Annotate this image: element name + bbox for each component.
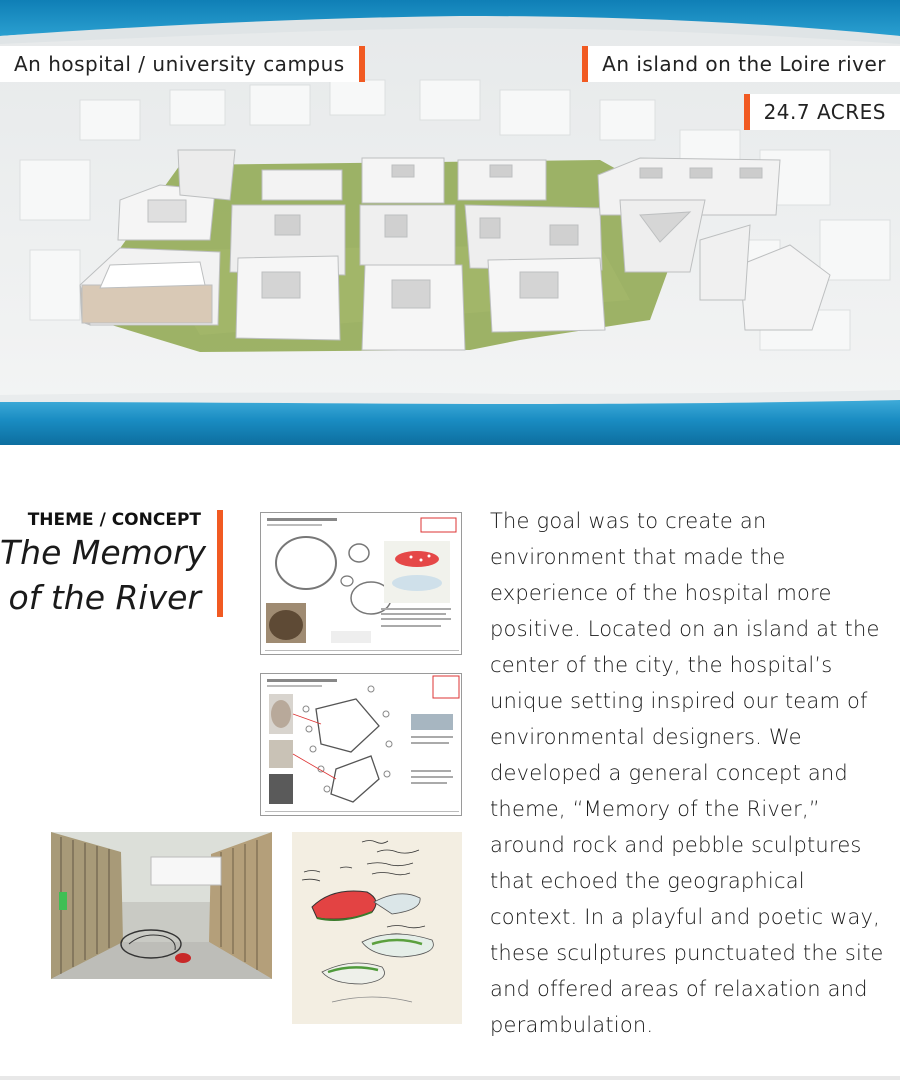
theme-title-line-2: of the River (8, 578, 201, 617)
sculpture-sketch (292, 832, 462, 1024)
concept-board-illustration (261, 674, 462, 816)
page-bottom-divider (0, 1076, 900, 1080)
concept-board-illustration (261, 513, 462, 655)
hero-campus-render (0, 0, 900, 445)
street-sculpture-render (51, 832, 272, 979)
campus-type-label: An hospital / university campus (0, 46, 365, 82)
sketch-illustration (292, 832, 462, 1024)
theme-label: THEME / CONCEPT (27, 510, 201, 530)
concept-board-sculptures (260, 673, 462, 816)
location-label: An island on the Loire river (582, 46, 900, 82)
theme-title-line-1: The Memory (0, 533, 207, 572)
concept-description: The goal was to create an environment that made the experience of the hospital more positive. Located on an island at the center of the city, the hospital’s unique setting inspired our team of environmental designers. We developed a general concept and theme, “Memory of the River,” around rock and pebble sculptures that echoed the geographical context. In a playful and poetic way, these sculptures punctuated the site and offered areas of relaxation and perambulation. (490, 509, 884, 1037)
concept-board-pebble-garden (260, 512, 462, 655)
street-render-illustration (51, 832, 272, 979)
theme-heading (0, 510, 223, 617)
site-area-label: 24.7 ACRES (744, 94, 900, 130)
